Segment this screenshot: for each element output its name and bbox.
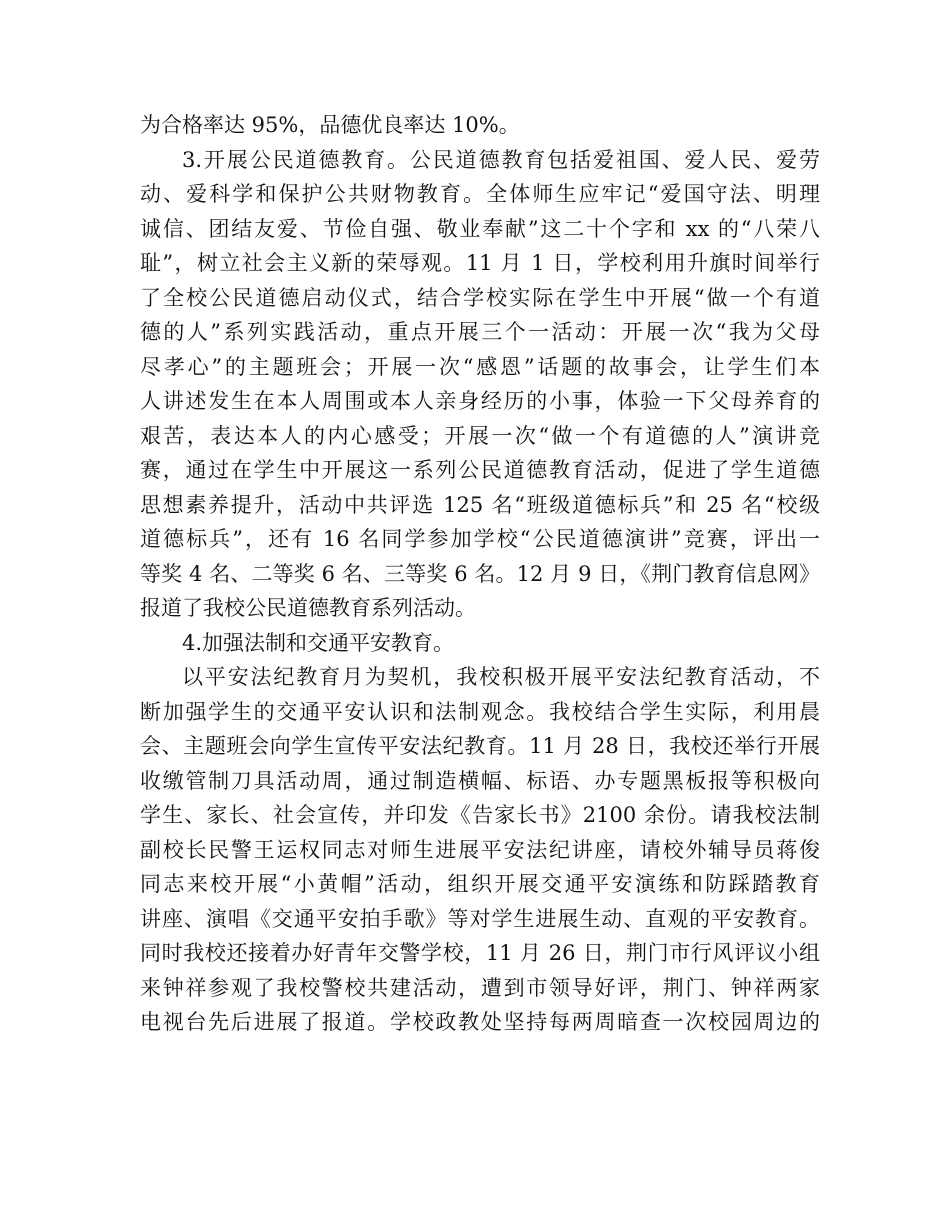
text-line: 来钟祥参观了我校警校共建活动，遭到市领导好评，荆门、钟祥两家 [140, 975, 820, 1000]
text-line: 德的人”系列实践活动，重点开展三个一活动：开展一次“我为父母 [140, 320, 820, 344]
document-body [140, 108, 820, 1040]
text-line: 讲座、演唱《交通平安拍手歌》等对学生进展生动、直观的平安教育。 [140, 906, 820, 931]
text-line: 电视台先后进展了报道。学校政教处坚持每两周暗查一次校园周边的 [140, 1010, 820, 1034]
text-line: 等奖 4 名、二等奖 6 名、三等奖 6 名。12 月 9 日，《荆门教育信息网》 [140, 561, 820, 586]
text-line: 人讲述发生在本人周围或本人亲身经历的小事，体验一下父母养育的 [140, 389, 820, 413]
text-line: 副校长民警王运权同志对师生进展平安法纪讲座，请校外辅导员蒋俊 [140, 837, 820, 862]
text-line: 动、爱科学和保护公共财物教育。全体师生应牢记“爱国守法、明理 [140, 182, 820, 206]
text-line: 道德标兵”，还有 16 名同学参加学校“公民道德演讲”竞赛，评出一 [140, 527, 820, 551]
text-line: 同志来校开展“小黄帽”活动，组织开展交通平安演练和防踩踏教育 [140, 872, 820, 896]
text-line: 学生、家长、社会宣传，并印发《告家长书》2100 余份。请我校法制 [140, 803, 820, 827]
text-line: 艰苦，表达本人的内心感受；开展一次“做一个有道德的人”演讲竞 [140, 423, 820, 448]
text-line: 以平安法纪教育月为契机，我校积极开展平安法纪教育活动，不 [182, 665, 820, 689]
text-line: 耻”，树立社会主义新的荣辱观。11 月 1 日，学校利用升旗时间举行 [140, 251, 820, 275]
section-heading-3: 3.开展公民道德教育。公民道德教育包括爱祖国、爱人民、爱劳 [182, 147, 820, 172]
text-line: 诚信、团结友爱、节俭自强、敬业奉献”这二十个字和 xx 的“八荣八 [140, 216, 820, 241]
text-line: 同时我校还接着办好青年交警学校，11 月 26 日，荆门市行风评议小组 [140, 941, 820, 965]
text-line: 思想素养提升，活动中共评选 125 名“班级道德标兵”和 25 名“校级 [140, 492, 820, 517]
text-line: 收缴管制刀具活动周，通过制造横幅、标语、办专题黑板报等积极向 [140, 768, 820, 793]
text-line: 尽孝心”的主题班会；开展一次“感恩”话题的故事会，让学生们本 [140, 354, 820, 379]
text-line: 为合格率达 95%，品德优良率达 10%。 [140, 113, 520, 137]
section-heading-4: 4.加强法制和交通平安教育。 [182, 630, 455, 655]
text-line: 报道了我校公民道德教育系列活动。 [140, 596, 476, 620]
text-line: 会、主题班会向学生宣传平安法纪教育。11 月 28 日，我校还举行开展 [140, 734, 820, 758]
text-line: 赛，通过在学生中开展这一系列公民道德教育活动，促进了学生道德 [140, 458, 820, 482]
text-line: 断加强学生的交通平安认识和法制观念。我校结合学生实际，利用晨 [140, 699, 820, 724]
text-line: 了全校公民道德启动仪式，结合学校实际在学生中开展“做一个有道 [140, 285, 820, 310]
